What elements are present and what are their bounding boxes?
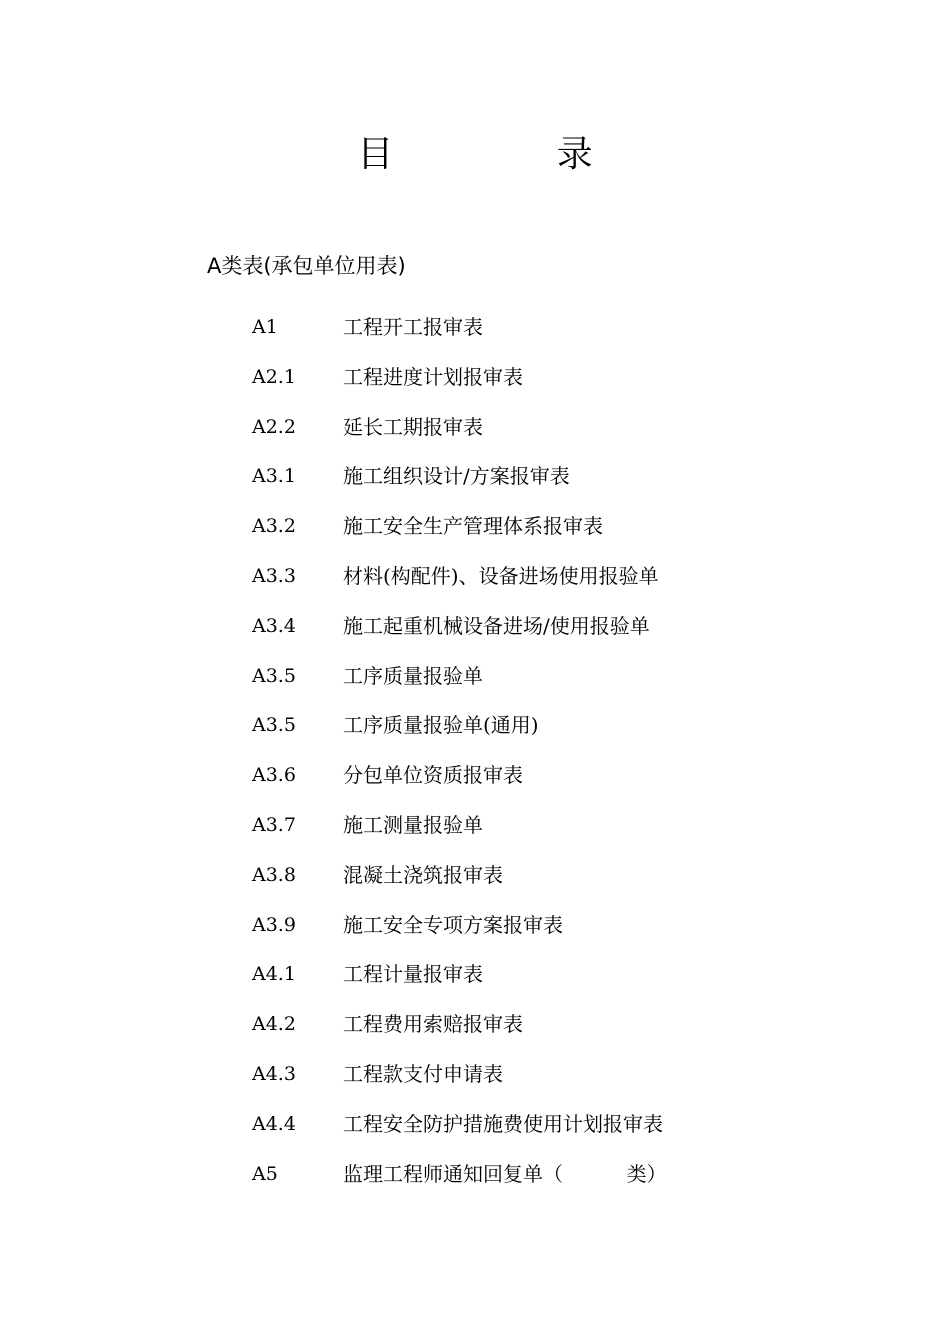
toc-label: 施工起重机械设备进场/使用报验单 bbox=[343, 613, 650, 638]
toc-label: 工程安全防护措施费使用计划报审表 bbox=[343, 1111, 663, 1136]
toc-code: A1 bbox=[252, 316, 278, 338]
toc-code: A3.6 bbox=[252, 764, 296, 787]
toc-label: 工程开工报审表 bbox=[343, 315, 483, 339]
toc-label: 混凝土浇筑报审表 bbox=[343, 862, 503, 887]
toc-code: A4.4 bbox=[252, 1112, 296, 1135]
toc-code: A2.1 bbox=[252, 365, 296, 388]
toc-item bbox=[252, 959, 667, 1009]
toc-item bbox=[252, 412, 667, 462]
toc-item bbox=[252, 810, 667, 860]
toc-label: 施工安全生产管理体系报审表 bbox=[343, 514, 603, 539]
toc-item bbox=[252, 1059, 667, 1109]
toc-item bbox=[252, 1009, 667, 1059]
toc-code: A2.2 bbox=[252, 415, 296, 438]
toc-label: 工程款支付申请表 bbox=[343, 1061, 503, 1086]
toc-item bbox=[252, 661, 667, 711]
toc-list bbox=[252, 312, 667, 1208]
toc-label: 施工组织设计/方案报审表 bbox=[343, 464, 570, 489]
toc-item bbox=[252, 710, 667, 760]
toc-item bbox=[252, 561, 667, 611]
toc-label: 材料(构配件)、设备进场使用报验单 bbox=[343, 563, 659, 588]
toc-label: 工程计量报审表 bbox=[343, 962, 483, 987]
toc-item bbox=[252, 1109, 667, 1159]
toc-label: 工序质量报验单(通用) bbox=[343, 713, 539, 738]
toc-item bbox=[252, 910, 667, 960]
page-title: 目 录 bbox=[357, 134, 669, 175]
toc-code: A4.1 bbox=[252, 963, 296, 986]
toc-label: 监理工程师通知回复单（ 类） bbox=[343, 1161, 667, 1186]
toc-label: 工程进度计划报审表 bbox=[343, 364, 523, 389]
toc-code: A3.7 bbox=[252, 813, 296, 836]
toc-label: 分包单位资质报审表 bbox=[343, 763, 523, 788]
toc-item bbox=[252, 511, 667, 561]
toc-label: 延长工期报审表 bbox=[343, 414, 483, 439]
toc-item bbox=[252, 611, 667, 661]
toc-item bbox=[252, 760, 667, 810]
toc-label: 施工测量报验单 bbox=[343, 812, 483, 837]
toc-code: A4.3 bbox=[252, 1062, 296, 1085]
toc-item bbox=[252, 312, 667, 362]
toc-code: A3.2 bbox=[252, 515, 296, 538]
toc-code: A3.3 bbox=[252, 564, 296, 587]
toc-label: 工程费用索赔报审表 bbox=[343, 1012, 523, 1037]
toc-code: A3.5 bbox=[252, 664, 296, 687]
toc-code: A3.5 bbox=[252, 714, 296, 737]
toc-code: A4.2 bbox=[252, 1013, 296, 1036]
toc-code: A3.9 bbox=[252, 913, 296, 936]
toc-item bbox=[252, 860, 667, 910]
toc-label: 工序质量报验单 bbox=[343, 663, 483, 688]
section-heading: A类表(承包单位用表) bbox=[207, 254, 406, 278]
toc-item bbox=[252, 362, 667, 412]
toc-code: A5 bbox=[252, 1162, 278, 1185]
toc-label: 施工安全专项方案报审表 bbox=[343, 912, 563, 937]
toc-item bbox=[252, 1159, 667, 1209]
toc-code: A3.1 bbox=[252, 465, 296, 488]
toc-code: A3.4 bbox=[252, 614, 296, 637]
toc-item bbox=[252, 461, 667, 511]
toc-code: A3.8 bbox=[252, 863, 296, 886]
